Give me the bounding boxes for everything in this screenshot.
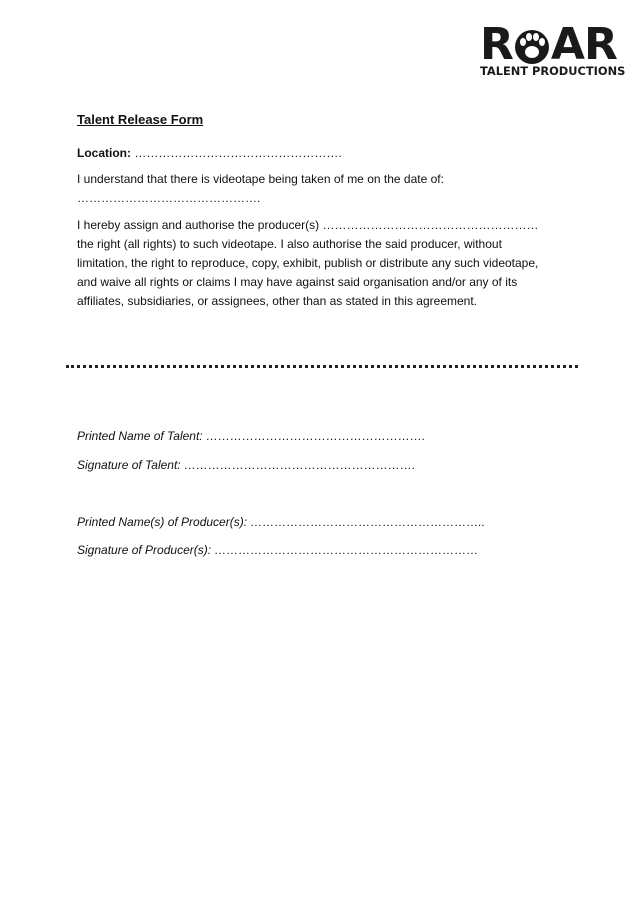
form-title: Talent Release Form [77,112,204,127]
date-dots: ………………………………………. [77,191,261,205]
logo-wordmark [480,20,617,70]
logo-letters-ar: AR [550,19,617,70]
location-dots: ……………………………………………. [134,146,342,160]
location-line [77,144,342,163]
signature-producer-field: Signature of Producer(s): ………………………………………………………… [77,543,479,557]
date-statement [77,170,547,208]
signature-talent-field: Signature of Talent: …………………………………………………. [77,458,416,472]
location-label: Location: [77,146,131,160]
dotted-divider [66,365,578,368]
logo-letter-r: R [480,19,513,70]
printed-name-talent-field: Printed Name of Talent: ………………………………………………. [77,429,426,443]
paw-print-icon [514,25,550,65]
date-statement-text: I understand that there is videotape being taken of me on the date of: [77,172,444,186]
assignment-paragraph: I hereby assign and authorise the producer(s) ……………………………………………… the right (all rights) to such videotape. I also authorise the said producer, without limitation, the right to reproduce, copy, exhibit, publish or distribute any such videotape, and waive all rights or claims I may have against said organisation and/or any of its affiliates, subsidiaries, or assignees, other than as stated in this agreement. [77,218,539,308]
printed-name-producer-field: Printed Name(s) of Producer(s): ………………………………………………….. [77,515,486,529]
logo-tagline: TALENT PRODUCTIONS [480,64,626,78]
roar-logo [478,19,630,82]
